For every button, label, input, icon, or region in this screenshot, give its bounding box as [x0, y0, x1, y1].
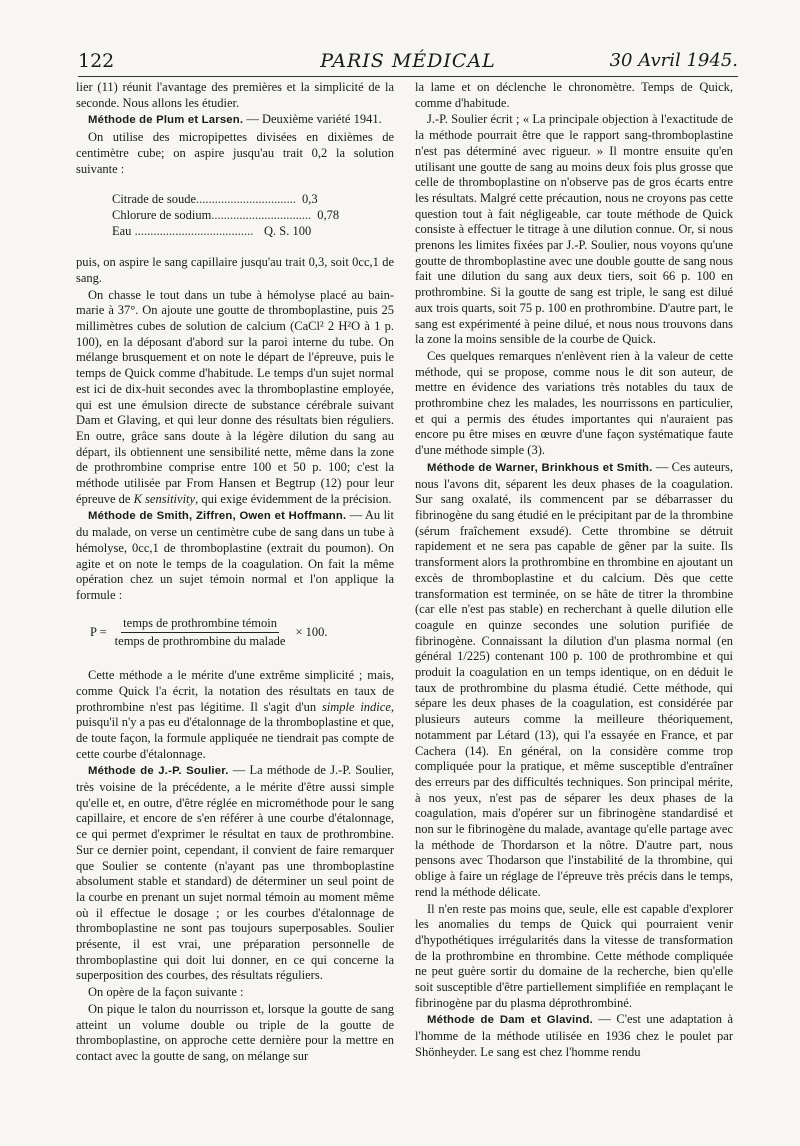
paragraph: la lame et on déclenche le chronomètre. Temps de Quick, comme d'habitude. — [415, 80, 733, 110]
section-dam: Méthode de Dam et Glavind. — C'est une adaptation à l'homme de la méthode utilisée en 1936 chez le poulet par Shönheyder. Le sang est chez l'homme rendu — [415, 1012, 734, 1059]
section-smith: Méthode de Smith, Ziffren, Owen et Hoffmann. — Au lit du malade, on verse un centimètre cube de sang dans un tube à hémolyse, 0cc,1 de thromboplastine (extrait du poumon). On agite et on note le temps de la coagulation. On fait la même opération chez un sujet témoin normal et l'on applique la formule : — [76, 508, 394, 602]
paragraph: Il n'en reste pas moins que, seule, elle est capable d'explorer les anomalies du temps de Quick qui pourraient venir d'hypothétiques irrégularités dans la vitesse de transformation de la prothrombine en thrombine. Cette méthode compliquée ne peut guère sortir du domaine de la recherche, bien qu'elle soit susceptible d'être partiellement simplifiée en remplaçant le fibrinogène par du plasma déprothrombiné. — [415, 901, 733, 1010]
paragraph: Ces quelques remarques n'enlèvent rien à la valeur de cette méthode, qui se propose, comme nous le dit son auteur, de mettre en évidence des variations très notables du taux de prothrombine chez les malades, les nourrissons en particulier, et qui a permis des études importantes qui n'auraient pas encore pu être mises en œuvre d'une façon systématique faute d'une méthode simple (3). — [415, 348, 733, 458]
solution-table — [112, 191, 342, 239]
formula-denominator: temps de prothrombine du malade — [114, 634, 286, 649]
formula-numerator: temps de prothrombine témoin — [121, 616, 279, 634]
paragraph: lier (11) réunit l'avantage des premières et la simplicité de la seconde. Nous allons les étudier. — [76, 80, 394, 110]
journal-title: PARIS MÉDICAL — [320, 50, 496, 72]
section-soulier: Méthode de J.-P. Soulier. — La méthode de J.-P. Soulier, très voisine de la précédente, a le mérite d'être aussi simple qu'elle et, en outre, d'être réglée en microméthode pour le sang capillaire, et encore de s'en référer à une courbe d'étalonnage, ce qui permet d'exprimer le résultat en taux de prothrombine. Sur ce dernier point, cependant, il convient de faire remarquer que Soulier se contente (n'ayant pas une thromboplastine absolument stable et standard) de déterminer un seul point de la courbe en prenant un sujet normal témoin au moment même où il effectue le dosage ; or les courbes d'étalonnage de thromboplastine ne sont pas toujours superposables. Soulier présente, il est vrai, une préparation personnelle de thromboplastine qui doit lui donner, en ce qui concerne la superposition des courbes, des résultats réguliers. — [76, 763, 394, 983]
table-row: Chlorure de sodium................................ 0,78 — [112, 208, 340, 223]
page-header — [78, 50, 738, 77]
page-number: 122 — [78, 50, 115, 72]
paragraph: On opère de la façon suivante : — [88, 985, 244, 1000]
paragraph: On chasse le tout dans un tube à hémolyse placé au bain-marie à 37°. On ajoute une goutte de thromboplastine, puis 25 millimètres cubes de solution de calcium (CaCl² 2 H²O à 1 p. 100), en la déposant d'abord sur la paroi interne du tube. On mélange brusquement et on note le départ de l'épreuve, puis le temps de Quick comme d'habitude. Le temps d'un sujet normal est ici de dix-huit secondes avec la thromboplastine employée, qui est une émulsion directe de substance cérébrale suivant Dam et Glaving, et qui leur donne des résultats bien réguliers. En outre, grâce sans doute à la légère dilution du sang au départ, ils obtiennent une sensibilité nette, même dans la zone de prothrombine comprise entre 100 et 50 p. 100; c'est la méthode utilisée par From Hansen et Begtrup (12) pour leur épreuve de K sensitivity, qui exige évidemment de la précision. — [76, 287, 394, 506]
section-heading: Méthode de J.-P. Soulier. — [88, 765, 229, 778]
issue-date: 30 Avril 1945. — [609, 50, 738, 71]
right-column — [415, 80, 733, 1062]
paragraph: J.-P. Soulier écrit ; « La principale objection à l'exactitude de la méthode pourrait être que le rapport sang-thromboplastine n'est pas déterminé avec rigueur. » Il montre ensuite qu'en utilisant une goutte de sang au moins deux fois plus grosse que celle de thromboplastine on n'observe pas de gros écarts entre les résultats. Malgré cette précaution, nous ne croyons pas cette question tout à fait négligeable, car toute méthode de Quick consiste à effectuer le titrage à une dilution connue. Or, si nous prenons les limites fixées par J.-P. Soulier, nous voyons qu'une goutte de thromboplastine avec une double goutte de sang nous fait une dilution du sang aux deux tiers, soit 66 p. 100 en prothrombine. Si la goutte de sang est triple, le sang est dilué aux trois quarts, soit 75 p. 100 en prothrombine. D'autre part, le sang est expérimenté à peine dilué, et nous nous trouvons dans la zone la moins sensible de la courbe de Quick. — [415, 112, 733, 347]
paragraph: puis, on aspire le sang capillaire jusqu'au trait 0,3, soit 0cc,1 de sang. — [76, 255, 394, 285]
section-warner: Méthode de Warner, Brinkhous et Smith. — Ces auteurs, nous l'avons dit, séparent les deux phases de la coagulation. Sur sang oxalaté, ils commencent par se débarrasser du fibrinogène du sang étudié en le précipitant par de la thrombine (sérum fraîchement exsudé). Cette thrombine se détruit rapidement et ne sera pas capable de gêner par la suite. Ils transforment alors la prothrombine en thrombine en ajoutant un excès de thromboplastine et du calcium. Dès que cette transformation est terminée, on se hâte de titrer la thrombine (car elle n'est pas stable) en recherchant à quelle dilution elle coagule en quinze secondes une solution purifiée de fibrinogène. Connaissant la dilution d'un plasma normal (en général 1/225) contenant 100 p. 100 de prothrombine et qui produit la coagulation en un temps identique, on en déduit le taux de prothrombine du plasma étudié. Cette méthode, qui sépare les deux phases de la coagulation, est considérée par plusieurs auteurs comme la meilleure théoriquement, notamment par Létard (13), qui l'a essayée en France, et par Cachera (14). En général, on la considère comme trop compliquée pour la pratique, et même susceptible d'entraîner des erreurs par des difficultés techniques. Son principal mérite, à nos yeux, n'est pas de séparer les deux phases de la coagulation, mais d'opérer sur un fibrinogène standardisé et non sur le fibrinogène du malade, avantage qu'elle partage avec la méthode de Thordarson et la nôtre. D'autre part, nous pensons avec Thodarson que l'instabilité de la thrombine, qui oblige à faire un réglage de l'épreuve très précis dans le temps, rend la méthode délicate. — [415, 459, 733, 899]
paragraph: On utilise des micropipettes divisées en dixièmes de centimètre cube; on aspire jusqu'au trait 0,2 la solution suivante : — [76, 130, 394, 176]
prothrombin-formula: P = $\frac{\text{temps de prothrombine témoin}}{\text{temps de prothrombine du malade}}$ × 100. — [90, 615, 328, 649]
table-row: Citrade de soude................................ 0,3 — [112, 192, 318, 207]
section-heading: Méthode de Plum et Larsen. — [88, 114, 244, 127]
left-column — [76, 80, 394, 1066]
paragraph: On pique le talon du nourrisson et, lorsque la goutte de sang atteint un volume double ou triple de la goutte de thromboplastine, on approche cette dernière pour la mettre en contact avec la goutte de sang, on mélange sur — [76, 1001, 394, 1063]
paragraph: Cette méthode a le mérite d'une extrême simplicité ; mais, comme Quick l'a écrit, la notation des résultats en taux de prothrombine n'est pas légitime. Il s'agit d'un simple indice, puisqu'il n'y a pas eu d'étalonnage de la thromboplastine et que, de toute façon, la formule appliquée ne tiendrait pas compte de cette courbe d'étalonnage. — [76, 668, 394, 761]
section-heading: Méthode de Warner, Brinkhous et Smith. — [427, 461, 653, 474]
section-heading: Méthode de Smith, Ziffren, Owen et Hoffmann. — [88, 510, 347, 523]
section-heading: Méthode de Dam et Glavind. — [427, 1014, 593, 1027]
section-plum-larsen: Méthode de Plum et Larsen. — Deuxième variété 1941. — [88, 112, 382, 127]
table-row: Eau ...................................... Q. S. 100 — [112, 224, 312, 239]
